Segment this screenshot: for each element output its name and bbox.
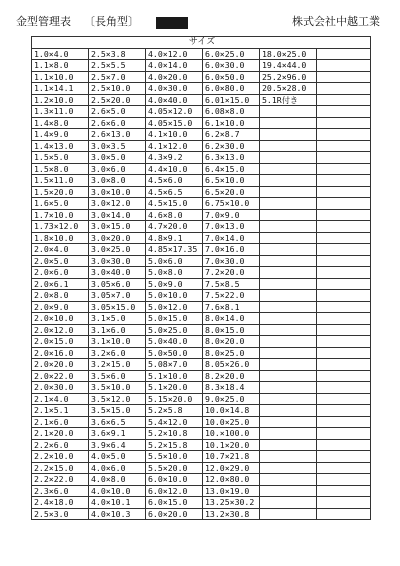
table-cell: 7.5×8.5: [203, 278, 260, 290]
table-cell: [317, 451, 371, 463]
table-cell: 2.3×6.0: [32, 485, 89, 497]
table-row: [32, 497, 371, 509]
table-cell: 2.5×3.0: [32, 508, 89, 520]
table-cell: 19.4×44.0: [260, 60, 317, 72]
table-cell: 6.1×10.0: [203, 117, 260, 129]
table-row: [32, 301, 371, 313]
table-cell: 2.6×13.0: [89, 129, 146, 141]
table-cell: 6.2×30.0: [203, 140, 260, 152]
table-cell: [260, 439, 317, 451]
table-row: [32, 186, 371, 198]
table-cell: 3.6×9.1: [89, 428, 146, 440]
table-row: [32, 336, 371, 348]
table-cell: 1.7×10.0: [32, 209, 89, 221]
table-cell: [260, 347, 317, 359]
table-cell: [317, 186, 371, 198]
table-cell: 4.0×8.0: [89, 474, 146, 486]
table-cell: 3.1×5.0: [89, 313, 146, 325]
table-cell: [317, 382, 371, 394]
table-cell: 2.0×16.0: [32, 347, 89, 359]
table-cell: 1.4×9.0: [32, 129, 89, 141]
table-row: [32, 48, 371, 60]
table-cell: [260, 359, 317, 371]
table-row: [32, 382, 371, 394]
table-cell: 4.85×17.35: [146, 244, 203, 256]
table-cell: 2.0×20.0: [32, 359, 89, 371]
table-cell: [317, 405, 371, 417]
table-cell: [317, 313, 371, 325]
table-cell: 13.0×19.0: [203, 485, 260, 497]
table-cell: 3.0×20.0: [89, 232, 146, 244]
table-cell: [260, 106, 317, 118]
table-cell: [260, 267, 317, 279]
table-cell: 3.5×15.0: [89, 405, 146, 417]
table-cell: 18.0×25.0: [260, 48, 317, 60]
table-cell: 3.2×15.0: [89, 359, 146, 371]
table-cell: 1.5×8.0: [32, 163, 89, 175]
table-cell: [317, 232, 371, 244]
table-row: [32, 232, 371, 244]
table-cell: 4.1×12.0: [146, 140, 203, 152]
table-cell: 6.0×20.0: [146, 508, 203, 520]
table-cell: [317, 462, 371, 474]
table-cell: 4.0×40.0: [146, 94, 203, 106]
table-cell: [317, 290, 371, 302]
table-cell: 6.0×25.0: [203, 48, 260, 60]
table-cell: 6.4×15.0: [203, 163, 260, 175]
table-cell: 8.05×26.0: [203, 359, 260, 371]
table-cell: [260, 301, 317, 313]
table-cell: [260, 140, 317, 152]
table-cell: 3.1×6.0: [89, 324, 146, 336]
table-cell: 2.5×20.0: [89, 94, 146, 106]
table-cell: 4.5×6.5: [146, 186, 203, 198]
table-cell: [260, 129, 317, 141]
table-row: [32, 129, 371, 141]
table-row: [32, 106, 371, 118]
table-cell: 5.15×20.0: [146, 393, 203, 405]
table-cell: 8.0×15.0: [203, 324, 260, 336]
table-row: [32, 347, 371, 359]
table-cell: [260, 485, 317, 497]
table-cell: 3.0×30.0: [89, 255, 146, 267]
table-row: [32, 405, 371, 417]
table-cell: 2.5×10.0: [89, 83, 146, 95]
table-cell: [260, 428, 317, 440]
table-cell: [317, 48, 371, 60]
table-cell: [317, 209, 371, 221]
table-cell: 9.0×25.0: [203, 393, 260, 405]
table-cell: 2.0×30.0: [32, 382, 89, 394]
table-cell: 1.1×14.1: [32, 83, 89, 95]
table-row: [32, 428, 371, 440]
table-row: [32, 71, 371, 83]
table-cell: 3.05×6.0: [89, 278, 146, 290]
table-cell: 5.1×10.0: [146, 370, 203, 382]
table-cell: 3.5×6.0: [89, 370, 146, 382]
table-cell: 2.1×4.0: [32, 393, 89, 405]
size-table: [31, 36, 371, 520]
table-cell: [260, 474, 317, 486]
table-cell: 13.2×30.8: [203, 508, 260, 520]
table-cell: 3.5×12.0: [89, 393, 146, 405]
table-cell: 5.0×12.0: [146, 301, 203, 313]
table-cell: 5.2×15.8: [146, 439, 203, 451]
table-cell: 4.0×6.0: [89, 462, 146, 474]
table-cell: [317, 278, 371, 290]
table-cell: [260, 405, 317, 417]
table-cell: [317, 129, 371, 141]
table-cell: 3.0×40.0: [89, 267, 146, 279]
table-cell: 2.0×6.0: [32, 267, 89, 279]
table-cell: 6.01×15.0: [203, 94, 260, 106]
table-cell: 10.1×20.0: [203, 439, 260, 451]
table-row: [32, 370, 371, 382]
table-cell: [317, 198, 371, 210]
table-row: [32, 117, 371, 129]
table-cell: [317, 71, 371, 83]
table-cell: 5.4×12.0: [146, 416, 203, 428]
table-cell: 2.5×5.5: [89, 60, 146, 72]
table-cell: 4.5×15.0: [146, 198, 203, 210]
table-row: [32, 83, 371, 95]
table-cell: 2.0×4.0: [32, 244, 89, 256]
table-cell: 1.6×5.0: [32, 198, 89, 210]
table-cell: 6.3×13.0: [203, 152, 260, 164]
table-cell: 4.0×10.1: [89, 497, 146, 509]
table-cell: [317, 336, 371, 348]
table-cell: [260, 117, 317, 129]
table-cell: 4.4×10.0: [146, 163, 203, 175]
table-cell: [317, 416, 371, 428]
table-cell: 1.3×11.0: [32, 106, 89, 118]
table-cell: 2.2×22.0: [32, 474, 89, 486]
table-cell: 3.0×5.0: [89, 152, 146, 164]
table-cell: [260, 382, 317, 394]
table-cell: 7.5×22.0: [203, 290, 260, 302]
table-cell: [260, 163, 317, 175]
table-cell: [317, 83, 371, 95]
table-cell: 4.8×9.1: [146, 232, 203, 244]
table-cell: 1.1×10.0: [32, 71, 89, 83]
table-cell: [260, 244, 317, 256]
table-cell: 3.05×7.0: [89, 290, 146, 302]
redaction-block: [156, 17, 188, 29]
table-cell: 10.0×14.8: [203, 405, 260, 417]
table-cell: 12.0×29.0: [203, 462, 260, 474]
table-cell: 2.2×15.0: [32, 462, 89, 474]
table-row: [32, 267, 371, 279]
table-cell: 3.1×10.0: [89, 336, 146, 348]
table-cell: 5.2×5.8: [146, 405, 203, 417]
table-cell: 6.0×10.0: [146, 474, 203, 486]
table-cell: 7.0×14.0: [203, 232, 260, 244]
table-cell: 6.08×8.0: [203, 106, 260, 118]
table-cell: 7.6×8.1: [203, 301, 260, 313]
table-row: [32, 324, 371, 336]
table-row: [32, 439, 371, 451]
table-row: [32, 508, 371, 520]
table-cell: [317, 60, 371, 72]
table-cell: 6.75×10.0: [203, 198, 260, 210]
table-header-row: [32, 37, 371, 49]
table-row: [32, 94, 371, 106]
table-cell: 4.6×8.0: [146, 209, 203, 221]
document-subtitle: 〔長角型〕: [84, 15, 139, 28]
table-cell: 2.0×5.0: [32, 255, 89, 267]
table-row: [32, 198, 371, 210]
table-cell: 1.4×8.0: [32, 117, 89, 129]
table-cell: 1.4×13.0: [32, 140, 89, 152]
table-cell: 4.05×12.0: [146, 106, 203, 118]
table-row: [32, 451, 371, 463]
table-cell: 3.0×3.5: [89, 140, 146, 152]
table-header: サイズ: [32, 37, 371, 49]
table-cell: 2.0×6.1: [32, 278, 89, 290]
table-row: [32, 278, 371, 290]
table-cell: 6.0×30.0: [203, 60, 260, 72]
table-cell: [317, 301, 371, 313]
table-cell: 4.0×10.3: [89, 508, 146, 520]
table-cell: [317, 359, 371, 371]
table-cell: 2.2×6.0: [32, 439, 89, 451]
table-cell: [317, 324, 371, 336]
table-cell: 2.1×6.0: [32, 416, 89, 428]
table-row: [32, 175, 371, 187]
table-cell: 1.0×4.0: [32, 48, 89, 60]
table-cell: [317, 255, 371, 267]
table-cell: [317, 106, 371, 118]
table-row: [32, 209, 371, 221]
table-cell: 7.0×16.0: [203, 244, 260, 256]
table-cell: [317, 428, 371, 440]
table-cell: 3.6×6.5: [89, 416, 146, 428]
table-cell: 5.2×10.8: [146, 428, 203, 440]
table-cell: 5.1×20.0: [146, 382, 203, 394]
table-row: [32, 60, 371, 72]
table-row: [32, 359, 371, 371]
table-row: [32, 416, 371, 428]
table-cell: 6.2×8.7: [203, 129, 260, 141]
table-cell: 8.2×20.0: [203, 370, 260, 382]
table-row: [32, 140, 371, 152]
table-cell: 4.7×20.0: [146, 221, 203, 233]
table-cell: 2.1×20.0: [32, 428, 89, 440]
table-cell: [317, 267, 371, 279]
company-name: 株式会社中越工業: [292, 15, 380, 28]
table-cell: 4.0×30.0: [146, 83, 203, 95]
table-cell: 10.7×21.8: [203, 451, 260, 463]
table-cell: [260, 497, 317, 509]
table-cell: 8.0×20.0: [203, 336, 260, 348]
table-cell: 3.0×15.0: [89, 221, 146, 233]
table-cell: 13.25×30.2: [203, 497, 260, 509]
table-row: [32, 462, 371, 474]
table-row: [32, 474, 371, 486]
table-cell: [260, 508, 317, 520]
document-title: 金型管理表: [16, 15, 71, 28]
table-cell: 8.0×14.0: [203, 313, 260, 325]
table-cell: [317, 140, 371, 152]
table-cell: [317, 117, 371, 129]
table-row: [32, 313, 371, 325]
table-cell: 2.0×10.0: [32, 313, 89, 325]
table-cell: 1.1×8.0: [32, 60, 89, 72]
table-cell: 4.05×15.0: [146, 117, 203, 129]
table-cell: [317, 474, 371, 486]
table-cell: 7.2×20.0: [203, 267, 260, 279]
table-cell: [260, 451, 317, 463]
table-cell: 1.73×12.0: [32, 221, 89, 233]
table-cell: 2.0×12.0: [32, 324, 89, 336]
table-row: [32, 290, 371, 302]
table-cell: [317, 244, 371, 256]
table-cell: [317, 94, 371, 106]
table-cell: 2.2×10.0: [32, 451, 89, 463]
table-cell: [317, 439, 371, 451]
table-cell: 6.0×50.0: [203, 71, 260, 83]
table-cell: [317, 163, 371, 175]
table-cell: 5.0×50.0: [146, 347, 203, 359]
table-cell: [317, 508, 371, 520]
table-cell: 5.08×7.0: [146, 359, 203, 371]
table-cell: 3.2×6.0: [89, 347, 146, 359]
table-cell: 3.05×15.0: [89, 301, 146, 313]
table-cell: [317, 221, 371, 233]
table-cell: 5.0×6.0: [146, 255, 203, 267]
table-cell: 2.0×22.0: [32, 370, 89, 382]
table-cell: 3.9×6.4: [89, 439, 146, 451]
table-cell: [260, 232, 317, 244]
table-cell: 3.0×12.0: [89, 198, 146, 210]
table-cell: 10.×100.0: [203, 428, 260, 440]
table-cell: 2.5×7.0: [89, 71, 146, 83]
table-cell: 5.0×25.0: [146, 324, 203, 336]
table-cell: [260, 336, 317, 348]
table-cell: [260, 175, 317, 187]
table-cell: 4.0×12.0: [146, 48, 203, 60]
table-cell: 4.0×14.0: [146, 60, 203, 72]
table-row: [32, 255, 371, 267]
table-cell: 2.1×5.1: [32, 405, 89, 417]
table-body: [32, 48, 371, 520]
table-cell: 8.0×25.0: [203, 347, 260, 359]
table-cell: [260, 324, 317, 336]
table-cell: [260, 278, 317, 290]
table-cell: 4.1×10.0: [146, 129, 203, 141]
table-cell: 8.3×18.4: [203, 382, 260, 394]
table-cell: 4.0×5.0: [89, 451, 146, 463]
table-cell: 7.0×9.0: [203, 209, 260, 221]
table-cell: 5.1R付き: [260, 94, 317, 106]
document-header: [16, 14, 384, 30]
table-row: [32, 152, 371, 164]
table-cell: 6.0×80.0: [203, 83, 260, 95]
table-cell: 4.0×20.0: [146, 71, 203, 83]
table-cell: [260, 198, 317, 210]
table-cell: 3.0×8.0: [89, 175, 146, 187]
table-cell: 4.5×6.0: [146, 175, 203, 187]
table-cell: 5.0×10.0: [146, 290, 203, 302]
table-cell: 5.0×8.0: [146, 267, 203, 279]
table-cell: 25.2×96.0: [260, 71, 317, 83]
table-cell: 7.0×30.0: [203, 255, 260, 267]
table-cell: 10.0×25.0: [203, 416, 260, 428]
table-cell: 6.5×20.0: [203, 186, 260, 198]
table-cell: 2.4×18.0: [32, 497, 89, 509]
table-cell: [260, 416, 317, 428]
table-cell: [317, 370, 371, 382]
table-cell: [317, 393, 371, 405]
table-row: [32, 393, 371, 405]
table-cell: 4.3×9.2: [146, 152, 203, 164]
table-cell: 6.0×12.0: [146, 485, 203, 497]
table-cell: 6.5×10.0: [203, 175, 260, 187]
table-cell: [317, 485, 371, 497]
table-cell: [260, 313, 317, 325]
table-cell: 1.5×20.0: [32, 186, 89, 198]
table-cell: [260, 393, 317, 405]
table-cell: [260, 370, 317, 382]
table-cell: [260, 255, 317, 267]
table-row: [32, 221, 371, 233]
table-cell: 2.6×6.0: [89, 117, 146, 129]
table-cell: 1.5×5.0: [32, 152, 89, 164]
table-cell: 3.0×10.0: [89, 186, 146, 198]
table-cell: [260, 186, 317, 198]
table-cell: 5.5×20.0: [146, 462, 203, 474]
table-cell: 1.2×10.0: [32, 94, 89, 106]
table-cell: 20.5×28.0: [260, 83, 317, 95]
table-row: [32, 244, 371, 256]
table-cell: 1.8×10.0: [32, 232, 89, 244]
table-cell: 2.6×5.0: [89, 106, 146, 118]
table-cell: [260, 221, 317, 233]
table-cell: 5.0×15.0: [146, 313, 203, 325]
table-cell: 3.5×10.0: [89, 382, 146, 394]
table-cell: 5.5×10.0: [146, 451, 203, 463]
table-cell: [260, 152, 317, 164]
table-cell: 5.0×9.0: [146, 278, 203, 290]
table-cell: 1.5×11.0: [32, 175, 89, 187]
table-cell: 3.0×6.0: [89, 163, 146, 175]
table-cell: 3.0×25.0: [89, 244, 146, 256]
table-cell: 7.0×13.0: [203, 221, 260, 233]
table-cell: 2.0×8.0: [32, 290, 89, 302]
table-cell: [260, 209, 317, 221]
table-cell: 2.0×15.0: [32, 336, 89, 348]
table-cell: 5.0×40.0: [146, 336, 203, 348]
table-cell: 12.0×80.0: [203, 474, 260, 486]
table-cell: [260, 290, 317, 302]
table-cell: [317, 497, 371, 509]
table-cell: [317, 152, 371, 164]
table-row: [32, 485, 371, 497]
table-row: [32, 163, 371, 175]
table-cell: 2.0×9.0: [32, 301, 89, 313]
table-cell: 4.0×10.0: [89, 485, 146, 497]
table-cell: [317, 347, 371, 359]
table-cell: 6.0×15.0: [146, 497, 203, 509]
table-cell: [317, 175, 371, 187]
table-cell: 2.5×3.8: [89, 48, 146, 60]
table-cell: 3.0×14.0: [89, 209, 146, 221]
table-cell: [260, 462, 317, 474]
